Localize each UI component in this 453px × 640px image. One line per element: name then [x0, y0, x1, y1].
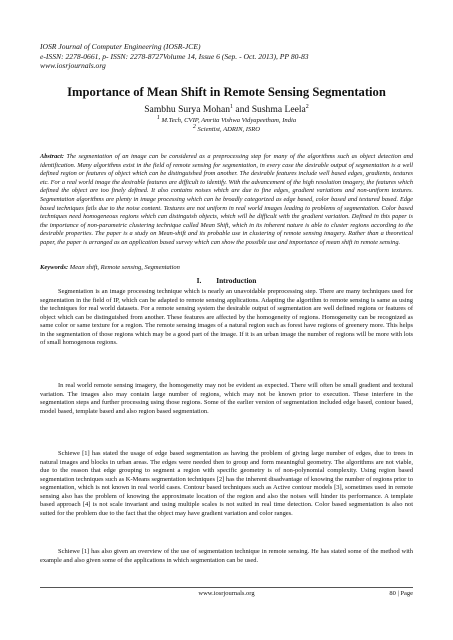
section-title: Introduction	[216, 276, 257, 285]
intro-paragraph-2: In real world remote sensing imagery, the homogeneity may not be evident as expected. There will often be small gradient and textural variation. The images also may contain large number of regions, which may not be known prior to execution. These interfere in the segmentation steps and further processing using those regions. Some of the earlier version of segmentation included edge based, contour based, model based, template based and also region based segmentation.	[40, 382, 413, 415]
abstract	[40, 153, 413, 248]
affiliation-1-mark: 1	[156, 114, 160, 121]
author-2: Sushma Leela	[251, 104, 306, 115]
abstract-text: The segmentation of an image can be considered as a preprocessing step for many of the algorithms such as object detection and identification. Many algorithms exist in the field of remote sensing for segmentation, in every case the desirable output of segmentation is a well defined region or features of object which can be distinguished from another. The desirable features include well based edges, gradients, textures etc. For a real world image the desirable features are difficult to identify. With the advancement of the high resolution imagery, the features which defined the object are too finely defined. It also contains noises which are due to fine edges, gradient variations and non-uniform textures. Segmentation algorithms are plenty in image processing which can be broadly categorized as edge based, color based and textured based. Edge based techniques fails due to the noise content. Textures are not uniform in real world images leading to problems of segmentation. Color based techniques need homogeneous regions which can distinguish objects, which will be difficult with the gradient variation. Defined in this paper is the importance of non-parametric clustering technique called Mean Shift, which in its inherent nature is able to cluster regions according to the desirable properties. The paper is a study on Mean-shift and its probable use in clustering of remote sensing imagery. Rather than a theoretical paper, the paper is arranged as an application based survey which can show the possible use and importance of mean shift in remote sensing.	[40, 153, 413, 246]
paper-title: Importance of Mean Shift in Remote Sensing Segmentation	[67, 85, 386, 99]
section-number: I.	[196, 276, 202, 285]
abstract-label: Abstract:	[40, 153, 64, 160]
intro-paragraph-3: Schiewe [1] has stated the usage of edge based segmentation as having the problem of giving large number of edges, due to trees in natural images and blocks in urban areas. The edges were needed then to group and form meaningful geometry. The algorithms are not viable, due to the reason that edge grouping to segment a region with specific geometry is of non-polynomial complexity. Using region based segmentation techniques such as K-Means segmentation techniques [2] has the inherent disadvantage of knowing the number of regions prior to segmentation, which is not known in real world cases. Contour based techniques such as Active contour models [3], sometimes used in remote sensing also has the problem of knowing the approximate location of the region and also the noises will hinder its performance. A template based approach [4] is not scale invariant and using multiple scales is not suited in real time detection. Color based segmentation is also not suited for the problem due to the fact that the object may have gradient variation and color ranges.	[40, 450, 413, 517]
author-line	[0, 104, 453, 115]
journal-name: IOSR Journal of Computer Engineering (IOSR-JCE)	[40, 42, 201, 51]
affiliation-1-text: M.Tech, CVIP, Amrita Vishwa Vidyapeetham, India	[159, 117, 297, 124]
footer-page-number: 80 | Page	[389, 590, 413, 597]
page-footer	[40, 587, 413, 599]
journal-url: www.iosrjournals.org	[40, 61, 106, 71]
affiliation-1	[0, 114, 453, 124]
journal-issn: e-ISSN: 2278-0661, p- ISSN: 2278-8727Volume 14, Issue 6 (Sep. - Oct. 2013), PP 80-83	[40, 51, 309, 61]
affiliation-2-mark: 2	[192, 123, 196, 130]
author-1-mark: 1	[230, 103, 234, 110]
author-2-mark: 2	[305, 103, 309, 110]
affiliation-2-text: Scientist, ADRIN, ISRO	[195, 126, 261, 133]
affiliation-2	[0, 123, 453, 133]
keywords-text: Mean shift, Remote sensing, Segmentation	[68, 264, 180, 271]
journal-header	[40, 42, 420, 71]
keywords	[40, 264, 413, 272]
footer-site: www.iosrjournals.org	[198, 590, 255, 597]
keywords-label: Keywords:	[40, 264, 69, 271]
intro-paragraph-4: Schiewe [1] has also given an overview of the use of segmentation technique in remote sensing. He has stated some of the method with example and also given some of the applications in which segmentation can be used.	[40, 548, 413, 564]
author-separator: and	[233, 104, 252, 115]
intro-paragraph-1: Segmentation is an image processing technique which is nearly an unavoidable preprocessing step. There are many techniques used for segmentation in the field of IP, which can be adapted to remote sensing applications. Adapting the algorithm to remote sensing is same as using the techniques for real world datasets. For a remote sensing system the desirable output of segmentation are well defined regions or features of object which can be distinguished from another. These features are affected by the homogeneity of regions. Homogeneity can be recognized as same color or same texture for a region. The remote sensing images of a natural region such as forest have regions of greenery more. This helps in the segmentation of those regions which may be a good part of the image. If it is an urban image the number of regions will be more with lots of small homogenous regions.	[40, 288, 413, 346]
section-heading	[0, 276, 453, 285]
author-1: Sambhu Surya Mohan	[144, 104, 231, 115]
